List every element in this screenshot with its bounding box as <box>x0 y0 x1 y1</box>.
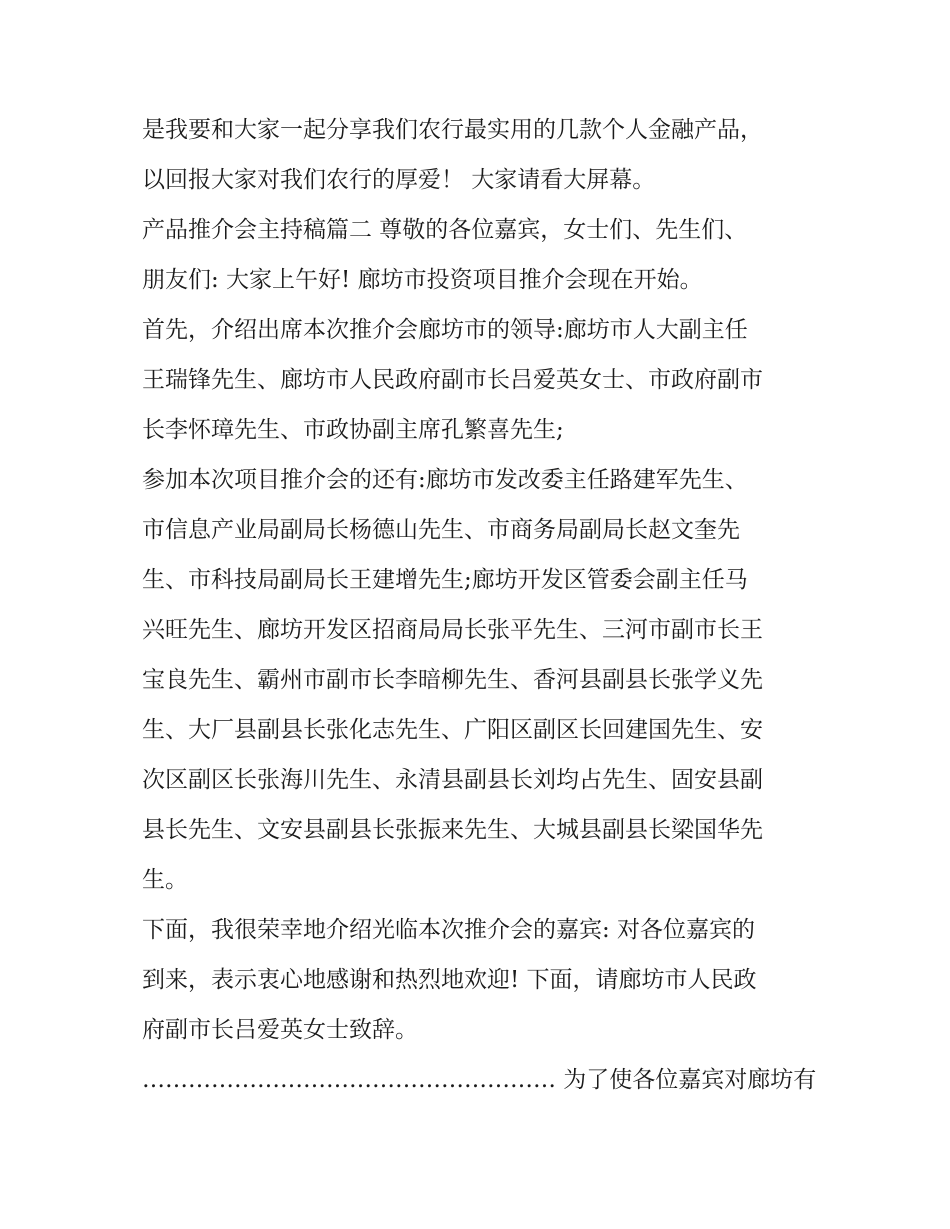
text-line-13: 生、大厂县副县长张化志先生、广阳区副区长回建国先生、安 <box>142 717 763 743</box>
text-line-16: 生。 <box>142 867 188 893</box>
text-line-8: 参加本次项目推介会的还有:廊坊市发改委主任路建军先生、 <box>142 467 748 493</box>
document-body <box>142 105 832 1105</box>
text-line-10: 生、市科技局副局长王建增先生;廊坊开发区管委会副主任马 <box>142 567 748 593</box>
text-line-7: 长李怀璋先生、市政协副主席孔繁喜先生; <box>142 417 564 443</box>
text-line-15: 县长先生、文安县副县长张振来先生、大城县副县长梁国华先 <box>142 817 763 843</box>
text-line-12: 宝良先生、霸州市副市长李暗柳先生、香河县副县长张学义先 <box>142 667 763 693</box>
text-line-19: 府副市长吕爱英女士致辞。 <box>142 1017 418 1043</box>
text-line-18: 到来，表示衷心地感谢和热烈地欢迎! 下面，请廊坊市人民政 <box>142 967 757 993</box>
text-line-6: 王瑞锋先生、廊坊市人民政府副市长吕爱英女士、市政府副市 <box>142 367 763 393</box>
text-line-2: 以回报大家对我们农行的厚爱！ 大家请看大屏幕。 <box>142 167 656 193</box>
text-line-9: 市信息产业局副局长杨德山先生、市商务局副局长赵文奎先 <box>142 517 740 543</box>
text-line-11: 兴旺先生、廊坊开发区招商局局长张平先生、三河市副市长王 <box>142 617 763 643</box>
text-line-4: 朋友们: 大家上午好! 廊坊市投资项目推介会现在开始。 <box>142 267 703 293</box>
text-line-20: ……………………………………………… 为了使各位嘉宾对廊坊有 <box>142 1067 817 1093</box>
text-line-3: 产品推介会主持稿篇二 尊敬的各位嘉宾，女士们、先生们、 <box>142 217 748 243</box>
text-line-17: 下面，我很荣幸地介绍光临本次推介会的嘉宾: 对各位嘉宾的 <box>142 917 756 943</box>
text-line-1: 是我要和大家一起分享我们农行最实用的几款个人金融产品， <box>142 117 763 143</box>
text-line-5: 首先，介绍出席本次推介会廊坊市的领导:廊坊市人大副主任 <box>142 317 748 343</box>
text-line-14: 次区副区长张海川先生、永清县副县长刘均占先生、固安县副 <box>142 767 763 793</box>
